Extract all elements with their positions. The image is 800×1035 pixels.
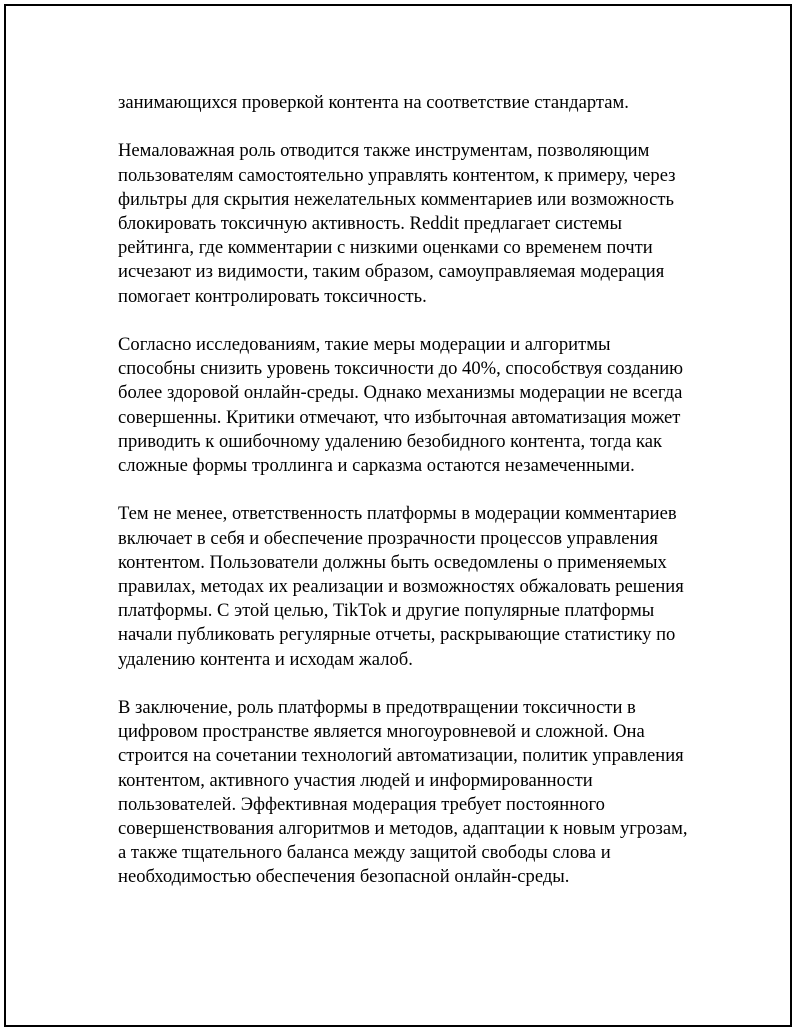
paragraph-3: Согласно исследованиям, такие меры модерации и алгоритмы способны снизить уровень токсичности до 40%, способствуя созданию более здоровой онлайн-среды. Однако механизмы модерации не всегда совершенны. Критики отмечают, что избыточная автоматизация может приводить к ошибочному удалению безобидного контента, тогда как сложные формы троллинга и сарказма остаются незамеченными. bbox=[118, 334, 684, 477]
paragraph-1: занимающихся проверкой контента на соответствие стандартам. bbox=[118, 92, 629, 113]
paragraph-5: В заключение, роль платформы в предотвращении токсичности в цифровом пространстве является многоуровневой и сложной. Она строится на сочетании технологий автоматизации, политик управления контентом, активного участия людей и информированности пользователей. Эффективная модерация требует постоянного совершенствования алгоритмов и методов, адаптации к новым угрозам, а также тщательного баланса между защитой свободы слова и необходимостью обеспечения безопасной онлайн-среды. bbox=[118, 697, 688, 888]
paragraph-4: Тем не менее, ответственность платформы в модерации комментариев включает в себя и обеспечение прозрачности процессов управления контентом. Пользователи должны быть осведомлены о применяемых правилах, методах их реализации и возможностях обжаловать решения платформы. С этой целью, TikTok и другие популярные платформы начали публиковать регулярные отчеты, раскрывающие статистику по удалению контента и исходам жалоб. bbox=[118, 503, 684, 670]
document-body bbox=[118, 91, 698, 914]
paragraph-2: Немаловажная роль отводится также инструментам, позволяющим пользователям самостоятельно управлять контентом, к примеру, через фильтры для скрытия нежелательных комментариев или возможность блокировать токсичную активность. Reddit предлагает системы рейтинга, где комментарии с низкими оценками со временем почти исчезают из видимости, таким образом, самоуправляемая модерация помогает контролировать токсичность. bbox=[118, 140, 676, 307]
